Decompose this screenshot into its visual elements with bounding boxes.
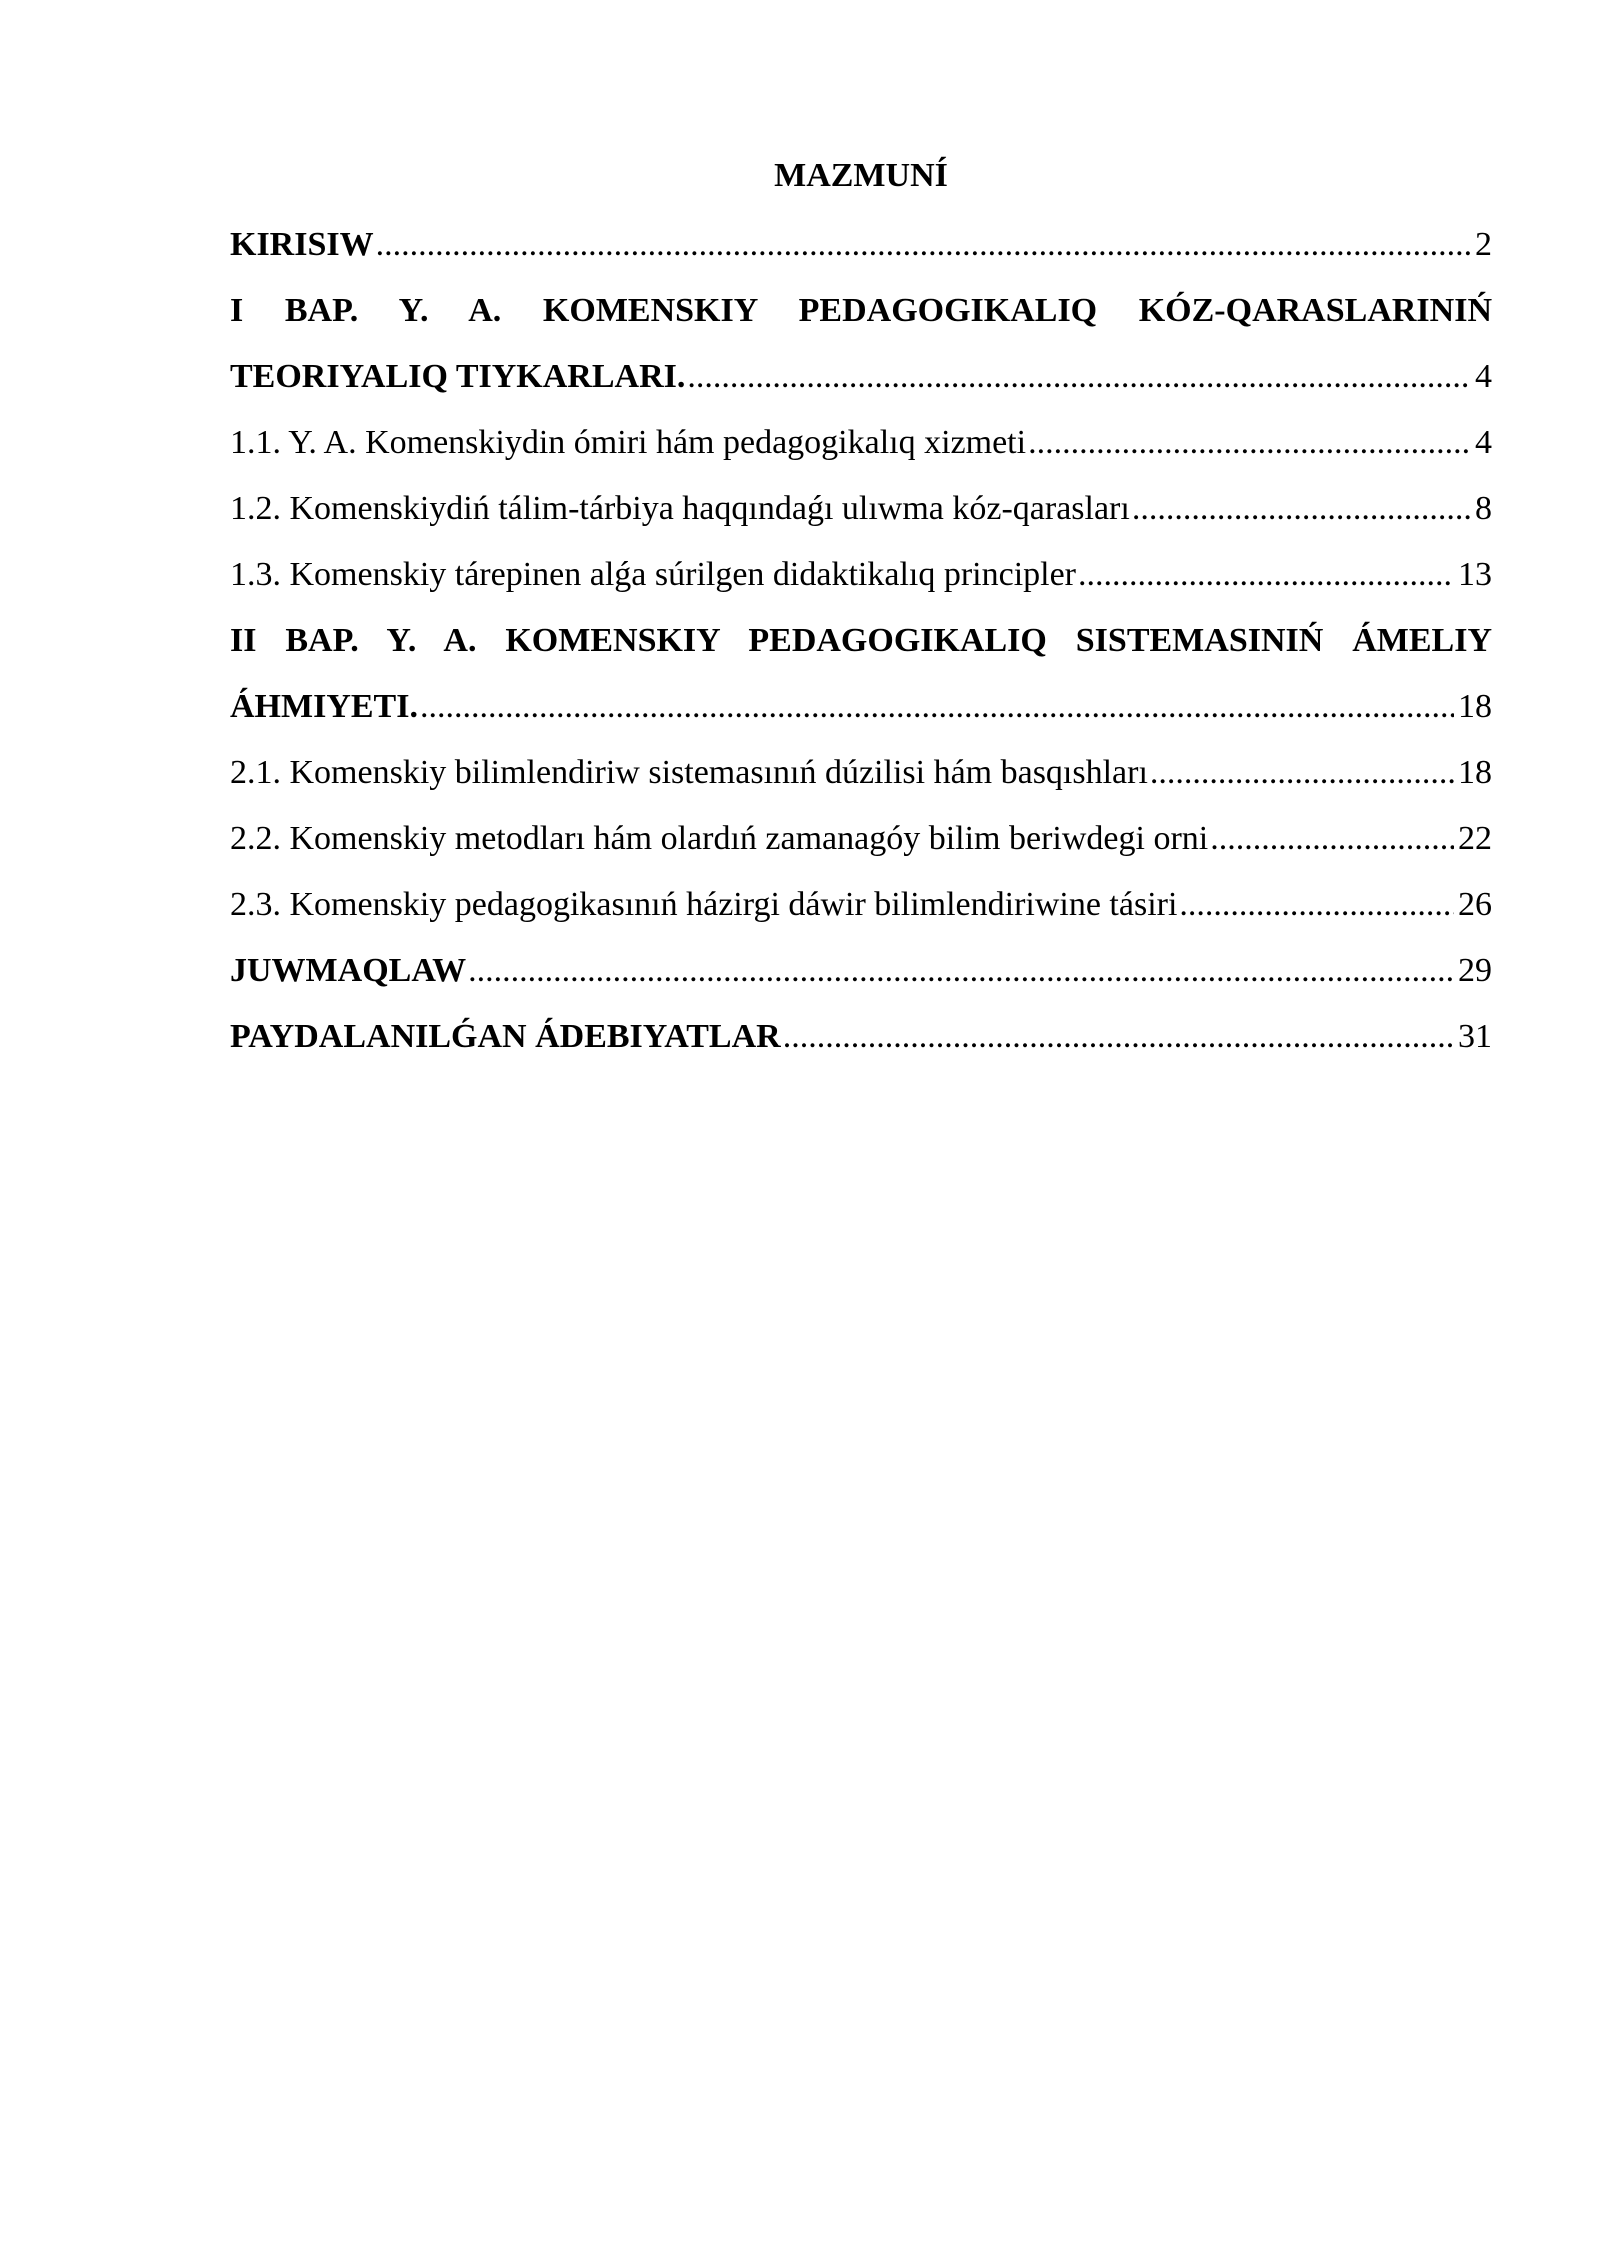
- toc-entry-text: 2.3. Komenskiy pedagogikasınıń házirgi dáwir bilimlendiriwine tásiri: [230, 886, 1178, 923]
- dot-leader: [376, 212, 1471, 278]
- toc-page-number: 29: [1458, 952, 1492, 989]
- toc-page-number: 31: [1458, 1018, 1492, 1055]
- toc-page-number: 26: [1458, 886, 1492, 923]
- toc-entry-text: PAYDALANILǴAN ÁDEBIYATLAR: [230, 1018, 781, 1055]
- dot-leader: [1078, 542, 1454, 608]
- toc-entry-section-1-2: [230, 476, 1492, 542]
- toc-entry-chapter-1: [230, 278, 1492, 410]
- toc-entry-text: 1.3. Komenskiy tárepinen alǵa súrilgen didaktikalıq principler: [230, 556, 1076, 593]
- toc-page-number: 4: [1475, 424, 1492, 461]
- toc-page-number: 13: [1458, 556, 1492, 593]
- toc-entry-text: 2.2. Komenskiy metodları hám olardıń zamanagóy bilim beriwdegi orni: [230, 820, 1209, 857]
- toc-entry-text: 1.2. Komenskiydiń tálim-tárbiya haqqındaǵı ulıwma kóz-qarasları: [230, 490, 1130, 527]
- dot-leader: [420, 674, 1454, 740]
- dot-leader: [1179, 872, 1454, 938]
- toc-entry-chapter-2: [230, 608, 1492, 740]
- table-of-contents: [230, 150, 1492, 1070]
- toc-page-number: 18: [1458, 754, 1492, 791]
- dot-leader: [1210, 806, 1454, 872]
- dot-leader: [468, 938, 1454, 1004]
- toc-entry-section-2-3: [230, 872, 1492, 938]
- toc-entry-text: 1.1. Y. A. Komenskiydin ómiri hám pedagogikalıq xizmeti: [230, 424, 1027, 461]
- toc-page-number: 4: [1475, 358, 1492, 395]
- toc-entry-text: ÁHMIYETI.: [230, 688, 418, 725]
- dot-leader: [783, 1004, 1454, 1070]
- toc-page-number: 2: [1475, 226, 1492, 263]
- toc-entry-section-2-1: [230, 740, 1492, 806]
- toc-entry-text: TEORIYALIQ TIYKARLARI.: [230, 358, 686, 395]
- toc-title: MAZMUNÍ: [774, 157, 948, 194]
- toc-entry-conclusion: [230, 938, 1492, 1004]
- toc-entry-heading-line: II BAP. Y. A. KOMENSKIY PEDAGOGIKALIQ SISTEMASINIŃ ÁMELIY: [230, 622, 1492, 659]
- dot-leader: [1150, 740, 1454, 806]
- toc-entry-text: JUWMAQLAW: [230, 952, 467, 989]
- toc-entry-introduction: [230, 212, 1492, 278]
- toc-entry-heading-line: I BAP. Y. A. KOMENSKIY PEDAGOGIKALIQ KÓZ-QARASLARINIŃ: [230, 292, 1492, 329]
- toc-page-number: 18: [1458, 688, 1492, 725]
- toc-page-number: 22: [1458, 820, 1492, 857]
- toc-page-number: 8: [1475, 490, 1492, 527]
- toc-entry-text: 2.1. Komenskiy bilimlendiriw sistemasınıń dúzilisi hám basqıshları: [230, 754, 1148, 791]
- dot-leader: [1028, 410, 1471, 476]
- toc-entry-text: KIRISIW: [230, 226, 374, 263]
- dot-leader: [687, 344, 1471, 410]
- toc-entry-section-1-1: [230, 410, 1492, 476]
- dot-leader: [1132, 476, 1471, 542]
- toc-entry-section-2-2: [230, 806, 1492, 872]
- toc-entry-references: [230, 1004, 1492, 1070]
- toc-entry-section-1-3: [230, 542, 1492, 608]
